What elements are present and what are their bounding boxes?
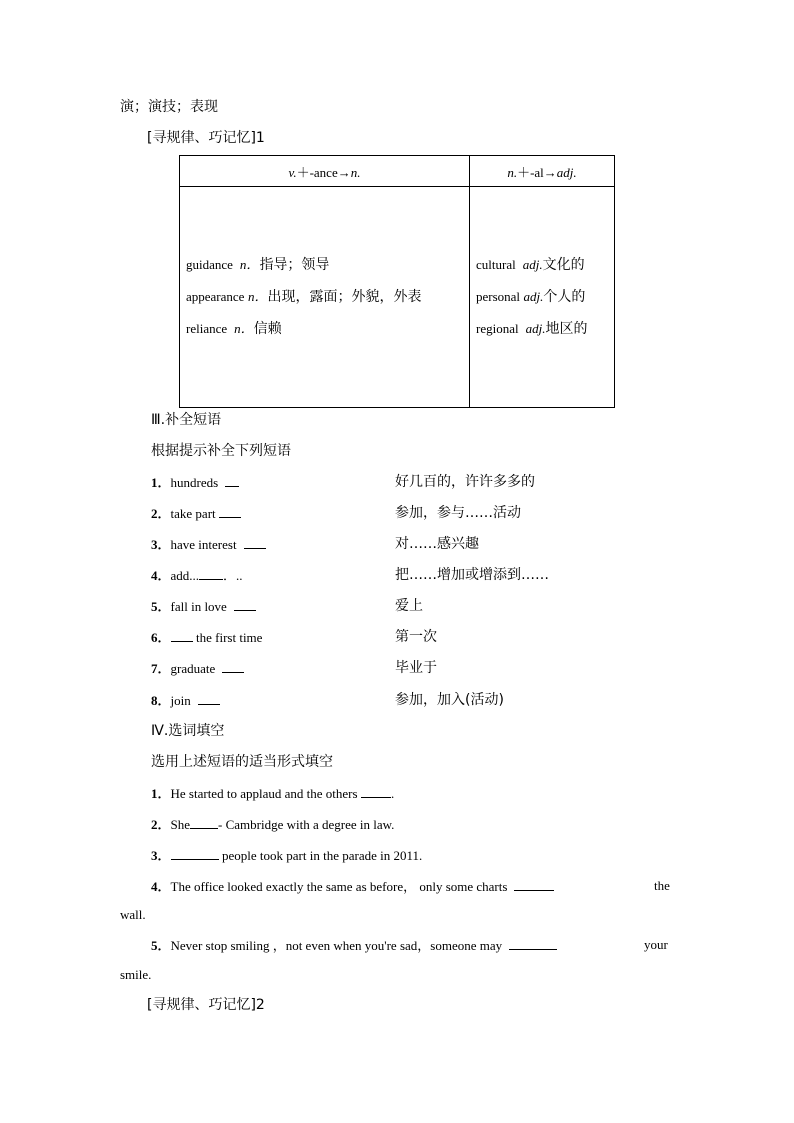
question-4: 4．The office looked exactly the same as before， only some charts — [151, 877, 558, 897]
list-item: 8．join — [151, 691, 220, 711]
question-4-continued: wall. — [120, 907, 146, 922]
phrase-meaning: 参加，参与……活动 — [395, 505, 521, 521]
header-pos-n: n. — [350, 164, 361, 180]
answer-blank[interactable] — [198, 691, 220, 705]
suffix-rule-table — [179, 155, 615, 408]
phrase-meaning: 把……增加或增添到…… — [395, 567, 549, 583]
phrase-meaning: 对……感兴趣 — [395, 536, 479, 552]
answer-blank[interactable] — [225, 473, 239, 487]
phrase-meaning: 好几百的，许许多多的 — [395, 474, 535, 490]
list-item: 4．add... ．.. — [151, 568, 243, 583]
answer-blank[interactable] — [222, 659, 244, 673]
section-heading-complete-phrases: Ⅲ.补全短语 — [151, 412, 222, 428]
table-row: regional adj.地区的 — [476, 321, 588, 337]
answer-blank[interactable] — [509, 936, 557, 950]
table-row: appearance n．出现，露面；外貌，外表 — [186, 289, 422, 305]
table-cell-ance-words — [180, 187, 470, 408]
answer-blank[interactable] — [219, 504, 241, 518]
section-instruction-complete-phrases: 根据提示补全下列短语 — [151, 443, 291, 459]
table-row: personal adj.个人的 — [476, 289, 586, 305]
table-row: guidance n．指导；领导 — [186, 257, 330, 273]
phrase-meaning: 爱上 — [395, 598, 423, 614]
question-3: 3． people took part in the parade in 2011. — [151, 848, 423, 863]
question-5-continued: smile. — [120, 967, 152, 982]
question-4-tail: the — [654, 878, 670, 893]
phrase-meaning: 毕业于 — [395, 660, 437, 676]
section-heading-fill-blanks: Ⅳ.选词填空 — [151, 723, 225, 739]
question-5-tail: your — [644, 937, 668, 952]
header-suffix-ance: ＋-ance→ — [296, 164, 351, 180]
table-cell-al-words — [470, 187, 615, 408]
answer-blank[interactable] — [199, 566, 223, 580]
section-heading-rule-1: [寻规律、巧记忆]1 — [147, 130, 265, 146]
answer-blank[interactable] — [514, 877, 554, 891]
header-suffix-al: ＋-al→ — [517, 164, 557, 180]
list-item: 5．fall in love — [151, 597, 256, 617]
list-item: 3．have interest — [151, 535, 266, 555]
phrase-meaning: 第一次 — [395, 629, 437, 645]
header-pos-v: v. — [288, 164, 297, 180]
table-header-al — [470, 156, 615, 187]
question-1: 1．He started to applaud and the others . — [151, 786, 395, 801]
intro-line: 演；演技；表现 — [120, 99, 218, 115]
question-5: 5．Never stop smiling ，not even when you're sad，someone may — [151, 936, 557, 956]
list-item: 2．take part — [151, 504, 241, 524]
answer-blank[interactable] — [244, 535, 266, 549]
list-item: 6． the first time — [151, 630, 263, 645]
table-header-ance — [180, 156, 470, 187]
answer-blank[interactable] — [234, 597, 256, 611]
answer-blank[interactable] — [171, 846, 219, 860]
table-row: cultural adj.文化的 — [476, 257, 585, 273]
section-heading-rule-2: [寻规律、巧记忆]2 — [147, 997, 265, 1013]
answer-blank[interactable] — [361, 784, 391, 798]
answer-blank[interactable] — [171, 628, 193, 642]
answer-blank[interactable] — [190, 815, 218, 829]
header-pos-n: n. — [507, 164, 518, 180]
table-row: reliance n．信赖 — [186, 321, 282, 337]
section-instruction-fill-blanks: 选用上述短语的适当形式填空 — [151, 754, 333, 770]
question-2: 2．She - Cambridge with a degree in law. — [151, 817, 395, 832]
header-pos-adj: adj. — [556, 164, 577, 180]
list-item: 7．graduate — [151, 659, 244, 679]
list-item: 1．hundreds — [151, 473, 239, 493]
phrase-meaning: 参加，加入(活动) — [395, 692, 504, 708]
